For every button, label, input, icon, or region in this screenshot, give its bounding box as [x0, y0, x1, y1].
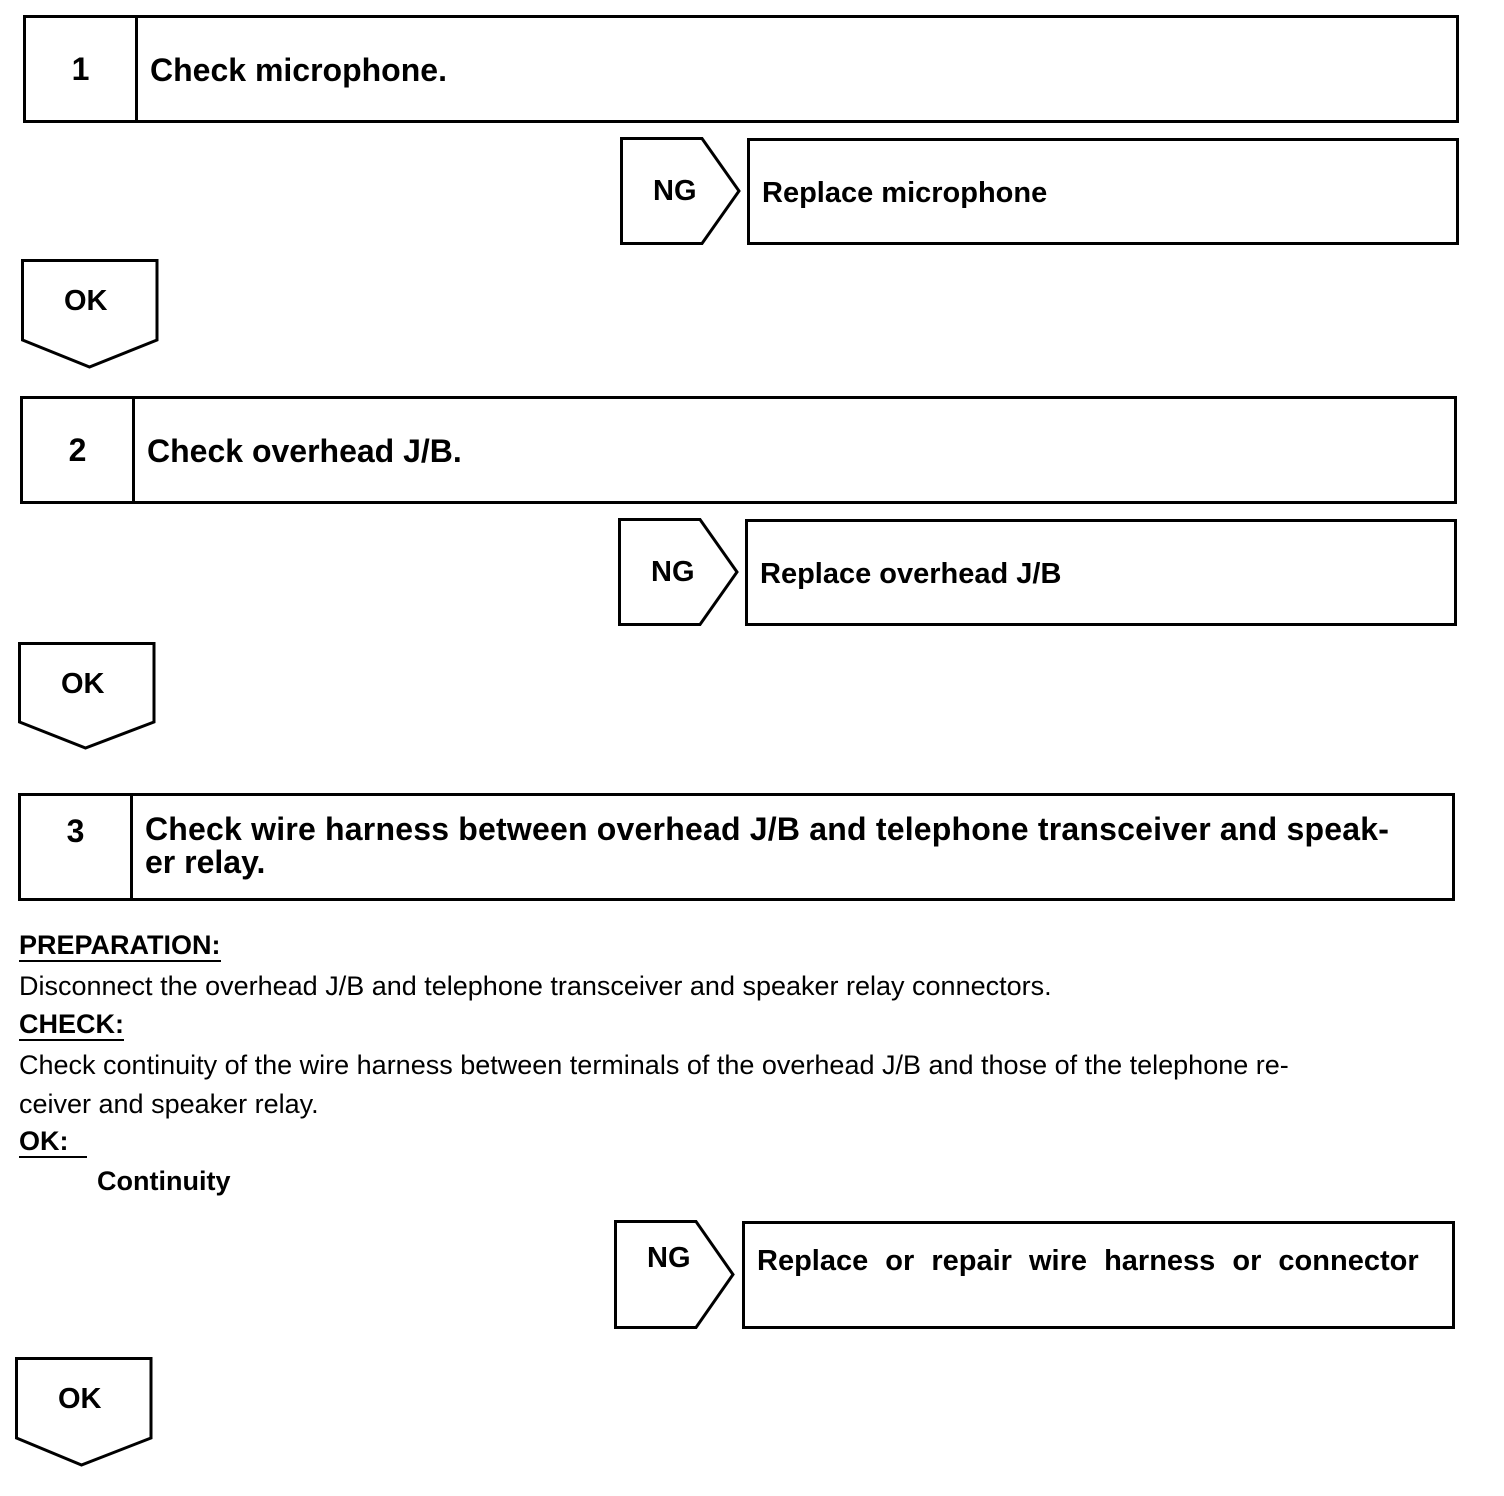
step-3-ok-label: OK [58, 1383, 102, 1415]
step-2-ng-label: NG [651, 556, 695, 588]
step-3-ng-tag [614, 1220, 736, 1329]
preparation-heading: PREPARATION: [19, 930, 221, 960]
step-1-box [23, 15, 1459, 123]
check-text-line-1: Check continuity of the wire harness between terminals of the overhead J/B and those of the telephone re- [19, 1050, 1289, 1080]
step-3-ng-label: NG [647, 1242, 691, 1274]
step-1-number: 1 [26, 18, 138, 120]
step-2-ok-label: OK [61, 668, 105, 700]
step-1-title: Check microphone. [150, 52, 447, 88]
step-1-ng-action-box [747, 138, 1459, 245]
step-2-number: 2 [23, 399, 135, 501]
step-2-ng-action-box [745, 519, 1457, 626]
step-3-title-line-1: Check wire harness between overhead J/B and telephone transceiver and speak- [145, 811, 1390, 847]
step-3-ng-action: Replace or repair wire harness or connector [757, 1245, 1419, 1277]
step-1-ng-tag [620, 137, 742, 245]
step-1-ok-tag [21, 259, 159, 369]
step-3-number: 3 [21, 796, 133, 898]
step-3-box [18, 793, 1455, 901]
step-2-ok-tag [18, 642, 156, 750]
step-1-ng-label: NG [653, 175, 697, 207]
check-heading: CHECK: [19, 1009, 124, 1039]
ok-criteria-value: Continuity [97, 1166, 231, 1196]
step-1-ng-action: Replace microphone [762, 177, 1048, 209]
step-2-box [20, 396, 1457, 504]
check-text [19, 1046, 1289, 1124]
step-2-ng-tag [618, 518, 740, 626]
step-3-title [145, 813, 1434, 879]
ok-criteria-heading: OK: [19, 1126, 87, 1158]
step-3-title-line-2: er relay. [145, 844, 266, 880]
step-3-ng-action-box [742, 1221, 1455, 1329]
preparation-text: Disconnect the overhead J/B and telephone transceiver and speaker relay connectors. [19, 971, 1052, 1001]
check-text-line-2: ceiver and speaker relay. [19, 1089, 319, 1119]
step-2-title: Check overhead J/B. [147, 433, 462, 469]
step-3-ok-tag [15, 1357, 153, 1467]
step-1-ok-label: OK [64, 285, 108, 317]
step-2-ng-action: Replace overhead J/B [760, 558, 1062, 590]
